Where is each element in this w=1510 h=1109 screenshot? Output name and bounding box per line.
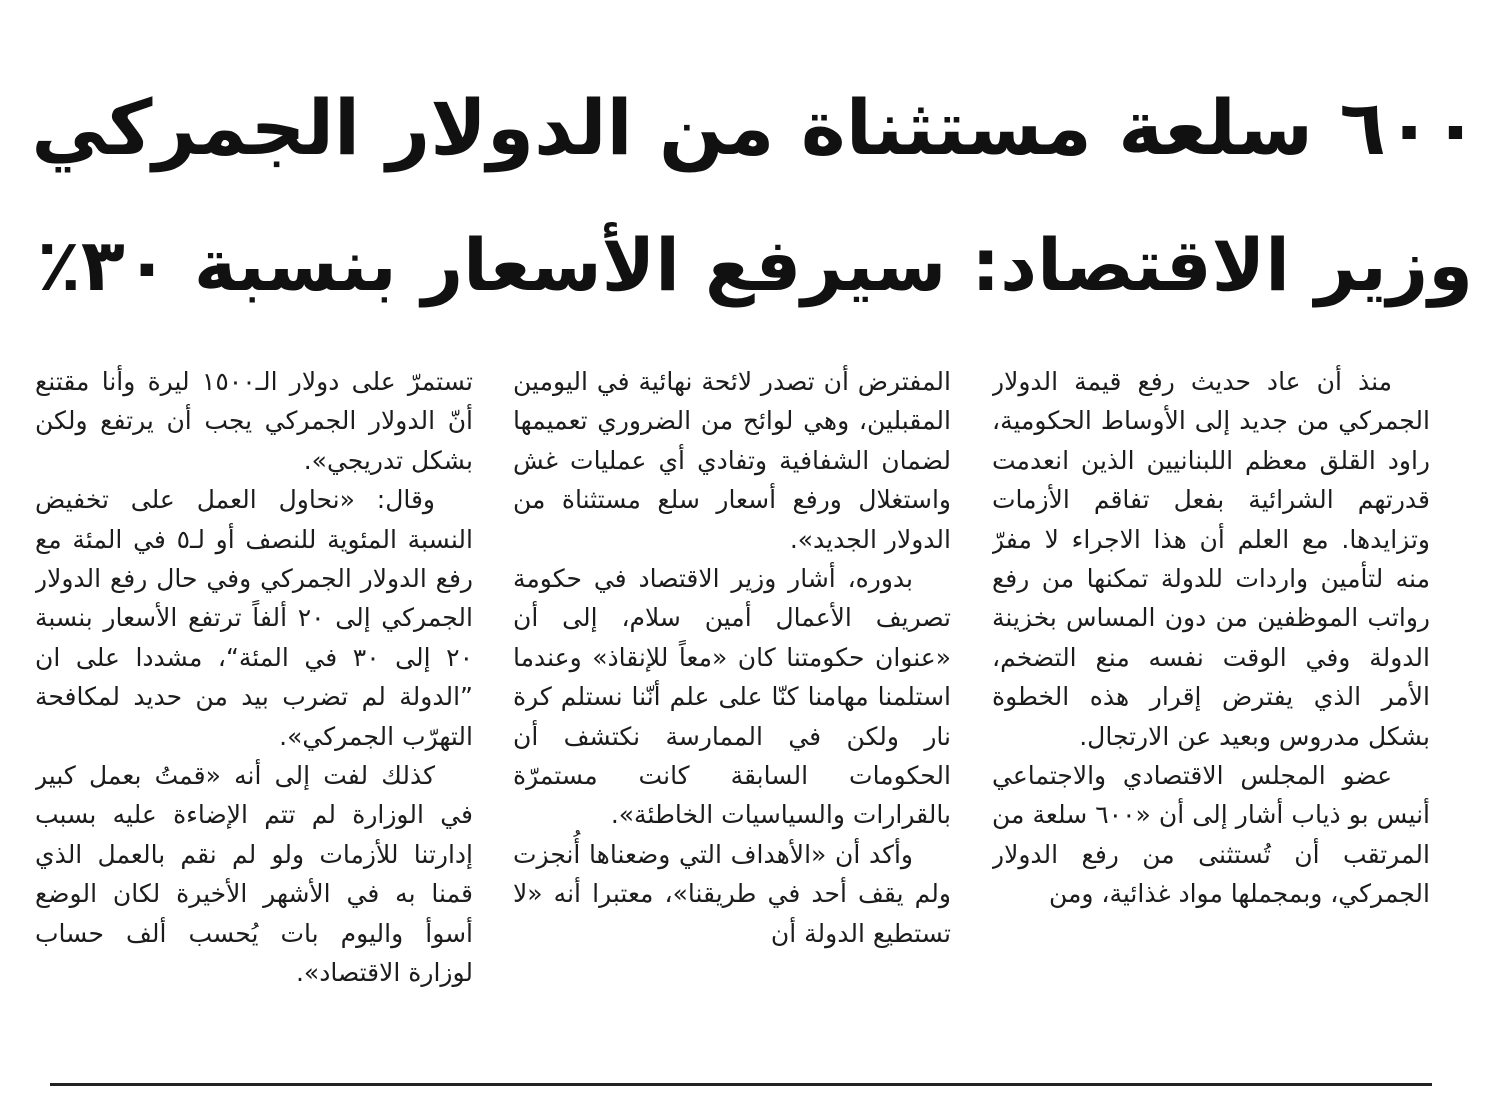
article-column-middle (513, 362, 951, 1082)
paragraph: منذ أن عاد حديث رفع قيمة الدولار الجمركي من جديد إلى الأوساط الحكومية، راود القلق معظم اللبنانيين الذين انعدمت قدرتهم الشرائية بفعل تفاقم الأزمات وتزايدها. مع العلم أن هذا الاجراء لا مفرّ منه لتأمين واردات للدولة تمكنها من رفع رواتب الموظفين من دون المساس بخزينة الدولة وفي الوقت نفسه منع التضخم، الأمر الذي يفترض إقرار هذه الخطوة بشكل مدروس وبعيد عن الارتجال. (992, 367, 1430, 751)
paragraph: وأكد أن «الأهداف التي وضعناها أُنجزت ولم يقف أحد في طريقنا»، معتبرا أنه «لا تستطيع الدولة أن (513, 839, 951, 948)
bottom-divider-rule (50, 1083, 1432, 1086)
paragraph: عضو المجلس الاقتصادي والاجتماعي أنيس بو ذياب أشار إلى أن «٦٠٠ سلعة من المرتقب أن تُستثنى من رفع الدولار الجمركي، وبمجملها مواد غذائية، ومن (992, 761, 1430, 909)
article-column-right (992, 362, 1430, 1082)
paragraph: وقال: «نحاول العمل على تخفيض النسبة المئوية للنصف أو لـ٥ في المئة مع رفع الدولار الجمركي وفي حال رفع الدولار الجمركي إلى ٢٠ ألفاً ترتفع الأسعار بنسبة ٢٠ إلى ٣٠ في المئة“، مشددا على ان ”الدولة لم تضرب بيد من حديد لمكافحة التهرّب الجمركي». (35, 485, 473, 751)
paragraph: المفترض أن تصدر لائحة نهائية في اليومين المقبلين، وهي لوائح من الضروري تعميمها لضمان الشفافية وتفادي أي عمليات غش واستغلال ورفع أسعار سلع مستثناة من الدولار الجديد». (513, 367, 951, 554)
paragraph: تستمرّ على دولار الـ١٥٠٠ ليرة وأنا مقتنع أنّ الدولار الجمركي يجب أن يرتفع ولكن بشكل تدريجي». (35, 367, 473, 475)
paragraph: بدوره، أشار وزير الاقتصاد في حكومة تصريف الأعمال أمين سلام، إلى أن «عنوان حكومتنا كان «معاً للإنقاذ» وعندما استلمنا مهامنا كنّا على علم أنّنا نستلم كرة نار ولكن في الممارسة نكتشف أن الحكومات السابقة كانت مستمرّة بالقرارات والسياسيات الخاطئة». (513, 564, 951, 830)
paragraph: كذلك لفت إلى أنه «قمتُ بعمل كبير في الوزارة لم تتم الإضاءة عليه بسبب إدارتنا للأزمات ولو لم نقم بالعمل الذي قمنا به في الأشهر الأخيرة لكان الوضع أسوأ واليوم بات يُحسب ألف حساب لوزارة الاقتصاد». (35, 761, 473, 988)
headline-line-1: ٦٠٠ سلعة مستثناة من الدولار الجمركي (31, 83, 1479, 172)
headline-line-2: وزير الاقتصاد: سيرفع الأسعار بنسبة ٣٠٪ (36, 223, 1474, 307)
article-column-left (35, 362, 473, 1082)
